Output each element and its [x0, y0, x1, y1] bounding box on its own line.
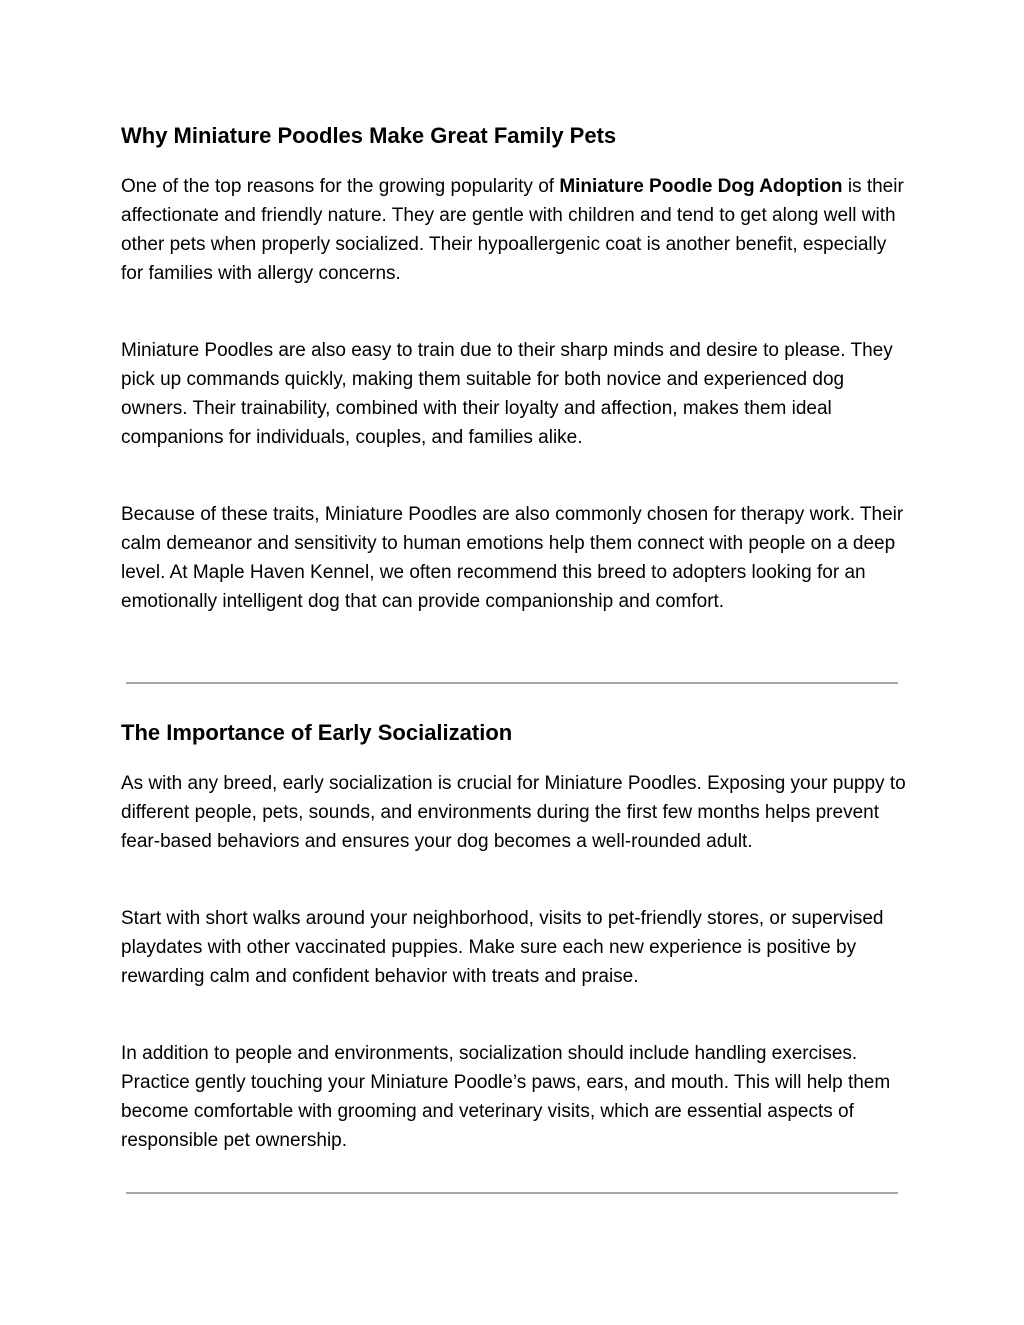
horizontal-divider — [126, 682, 898, 684]
paragraph-therapy-work: Because of these traits, Miniature Poodles are also commonly chosen for therapy work. Their calm demeanor and sensitivity to human emotions help them connect with people on a deep level. At Maple Haven Kennel, we often recommend this breed to adopters looking for an emotionally intelligent dog that can provide companionship and comfort. — [121, 504, 904, 612]
bold-phrase-adoption: Miniature Poodle Dog Adoption — [559, 176, 843, 197]
paragraph-socialization-walks: Start with short walks around your neighborhood, visits to pet-friendly stores, or supervised playdates with other vaccinated puppies. Make sure each new experience is positive by rewarding calm and confident behavior with treats and praise. — [121, 908, 884, 987]
paragraph-handling-exercises: In addition to people and environments, socialization should include handling exercises. Practice gently touching your Miniature Poodle’s paws, ears, and mouth. This will help them become comfortable with grooming and veterinary visits, which are essential aspects of responsible pet ownership. — [121, 1043, 891, 1151]
paragraph-socialization-intro: As with any breed, early socialization is crucial for Miniature Poodles. Exposing your puppy to different people, pets, sounds, and environments during the first few months helps prevent fear-based behaviors and ensures your dog becomes a well-rounded adult. — [121, 773, 906, 852]
paragraph-family-pets-intro — [121, 172, 911, 288]
horizontal-divider — [126, 1192, 898, 1194]
paragraph-trainability: Miniature Poodles are also easy to train due to their sharp minds and desire to please. They pick up commands quickly, making them suitable for both novice and experienced dog owners. Their trainability, combined with their loyalty and affection, makes them ideal companions for individuals, couples, and families alike. — [121, 340, 893, 448]
paragraph-text: One of the top reasons for the growing popularity of — [121, 176, 560, 197]
paragraph-text: is their affectionate and friendly nature. They are gentle with children and tend to get along well with other pets when properly socialized. Their hypoallergenic coat is another benefit, especially for families with allergy concerns. — [121, 176, 904, 284]
section-heading-socialization: The Importance of Early Socialization — [121, 720, 513, 745]
section-heading-family-pets: Why Miniature Poodles Make Great Family Pets — [121, 123, 617, 148]
